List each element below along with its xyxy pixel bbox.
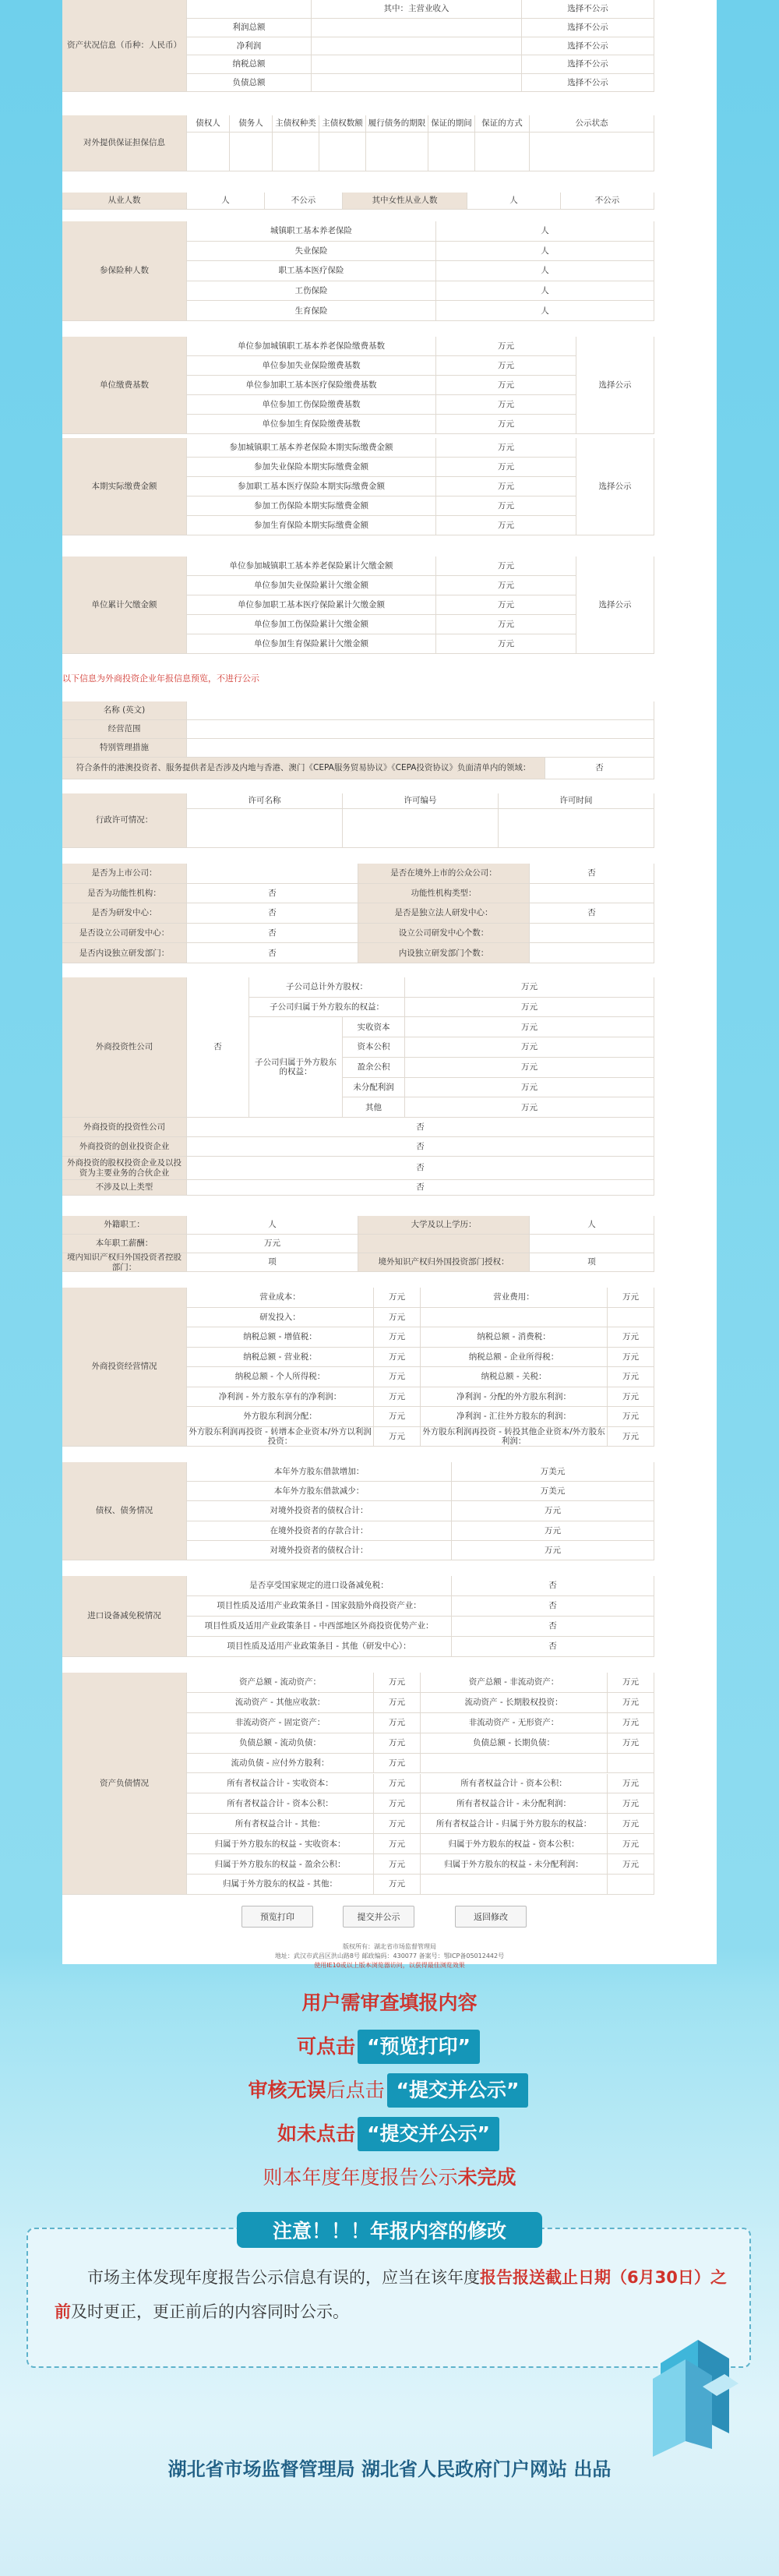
liab-left: 归属于外方股东的权益 - 盈余公积： [187,1854,374,1875]
liab-unit: 万元 [374,1814,421,1834]
ops-unit: 万元 [608,1427,654,1447]
fdi-sub: 其他 [343,1097,405,1118]
preview-print-tag: “预览打印” [358,2030,480,2064]
arrears-table-unit: 万元 [436,615,576,634]
liab-unit: 万元 [374,1793,421,1814]
liab-right [421,1875,608,1895]
debt-unit: 万元 [452,1541,654,1560]
listing-cell: 设立公司研发中心个数： [358,924,530,944]
import-table [62,1576,654,1657]
liab-right [421,1754,608,1774]
import-value: 否 [452,1596,654,1617]
listing-cell: 否 [187,924,358,944]
fdi-group: 子公司归属于外方股东的权益： [249,1017,343,1118]
employ-cell [358,1235,530,1253]
paid-table-row: 参加城镇职工基本养老保险本期实际缴费金额 [187,438,436,458]
ops-left: 研发投入： [187,1308,374,1328]
employ-cell: 项 [187,1253,358,1272]
paid-table-row: 参加工伤保险本期实际缴费金额 [187,496,436,516]
fdi-sub: 未分配利润 [343,1078,405,1098]
ops-left: 营业成本： [187,1288,374,1308]
fdi-unit: 万元 [405,1058,654,1078]
liab-table [62,1673,654,1895]
liab-right: 资产总额 - 非流动资产： [421,1673,608,1693]
note-text: 市场主体发现年度报告公示信息有误的，应当在该年度报告报送截止日期（6月30日）之前及时更正，更正前后的内容同时公示。 [55,2268,727,2321]
asset-value [312,55,522,74]
listing-cell: 否 [187,884,358,904]
ops-right: 净利润 - 分配的外方股东利润： [421,1387,608,1408]
asset-row-label: 纳税总额 [187,55,312,74]
base-table-status: 选择公示 [576,337,654,434]
liab-unit: 万元 [374,1693,421,1713]
ops-unit [608,1308,654,1328]
arrears-table-row: 单位参加失业保险累计欠缴金额 [187,576,436,595]
base-table-unit: 万元 [436,337,576,356]
asset-table [62,0,654,92]
debt-row: 本年外方股东借款增加： [187,1462,452,1482]
asset-status: 选择不公示 [522,19,654,37]
liab-unit: 万元 [608,1814,654,1834]
base-table-row: 单位参加生育保险缴费基数 [187,415,436,434]
guarantee-value [475,133,530,171]
liab-right: 负债总额 - 长期负债： [421,1733,608,1754]
arrears-table-unit: 万元 [436,557,576,576]
base-table-label: 单位缴费基数 [62,337,187,434]
insured-unit: 人 [436,301,654,321]
liab-unit: 万元 [608,1834,654,1854]
fi-basic [62,701,654,779]
license-header: 许可编号 [343,793,499,809]
ops-unit: 万元 [374,1327,421,1348]
debt-row: 对境外投资者的债权合计： [187,1501,452,1521]
liab-unit: 万元 [608,1793,654,1814]
ops-unit: 万元 [374,1407,421,1427]
staff-row [62,193,654,210]
insured-unit: 人 [436,221,654,242]
listing-cell: 否 [187,943,358,963]
arrears-table-row: 单位参加工伤保险累计欠缴金额 [187,615,436,634]
liab-unit: 万元 [608,1673,654,1693]
fdi-sub: 实收资本 [343,1017,405,1037]
liab-left: 流动负债 - 应付外方股利： [187,1754,374,1774]
asset-value [312,37,522,56]
fdi-unit: 万元 [405,1097,654,1118]
liab-right: 所有者权益合计 - 资本公积： [421,1774,608,1794]
submit-tag-2: “提交并公示” [358,2117,499,2151]
staff-cell: 其中女性从业人数 [343,193,467,210]
guarantee-label: 对外提供保证担保信息 [62,115,187,171]
ops-unit: 万元 [374,1387,421,1408]
debt-table [62,1462,654,1560]
preview-notice: 以下信息为外商投资企业年报信息预览，不进行公示 [62,673,259,684]
paid-table-unit: 万元 [436,438,576,458]
paid-table-unit: 万元 [436,516,576,535]
fi-row-value [187,720,654,739]
asset-label: 资产状况信息（币种：人民币） [62,0,187,92]
debt-row: 在境外投资者的存款合计： [187,1521,452,1541]
insured-row: 职工基本医疗保险 [187,261,436,281]
fdi-value: 否 [187,977,249,1118]
ops-right: 外方股东利润再投资 - 转投其他企业资本/外方股东利润： [421,1427,608,1447]
footer-browser-tip: 使用IE10或以上版本浏览器访问，以获得最佳浏览效果 [314,1962,465,1969]
license-value [343,809,499,848]
fdi-unit: 万元 [405,1037,654,1058]
back-edit-button[interactable]: 返回修改 [455,1906,527,1928]
listing-cell: 是否为功能性机构： [62,884,187,904]
footer-address: 地址：武汉市武昌区洪山路8号 邮政编码：430077 备案号：鄂ICP备05012442号 [274,1952,505,1959]
ops-unit: 万元 [608,1327,654,1348]
preview-print-button[interactable]: 预览打印 [241,1906,313,1928]
ops-left: 外方股东利润再投资 - 转增本企业资本/外方以利润投资： [187,1427,374,1447]
fdi-sub: 资本公积 [343,1037,405,1058]
import-row: 项目性质及适用产业政策条目 - 中西部地区外商投资优势产业： [187,1617,452,1637]
liab-unit [608,1754,654,1774]
liab-unit: 万元 [608,1693,654,1713]
ops-unit: 万元 [374,1427,421,1447]
arrears-table-status: 选择公示 [576,557,654,654]
liab-left: 归属于外方股东的权益 - 实收资本： [187,1834,374,1854]
paid-table-status: 选择公示 [576,438,654,535]
tutorial-line-4: 如未点击 “提交并公示” [0,2117,779,2151]
liab-left: 非流动资产 - 固定资产： [187,1713,374,1733]
base-table [62,337,654,434]
fi-row-label: 名称 (英文) [62,701,187,720]
ops-label: 外商投资经营情况 [62,1288,187,1447]
ops-right: 纳税总额 - 关税： [421,1367,608,1387]
fdi-type-value: 否 [187,1157,654,1180]
fdi-label: 外商投资性公司 [62,977,187,1118]
employ-cell: 大学及以上学历： [358,1216,530,1235]
debt-row: 对境外投资者的债权合计： [187,1541,452,1560]
guarantee-value [428,133,475,171]
ops-left: 纳税总额 - 增值税： [187,1327,374,1348]
liab-unit: 万元 [608,1713,654,1733]
debt-unit: 万美元 [452,1462,654,1482]
base-table-row: 单位参加工伤保险缴费基数 [187,395,436,415]
ops-right [421,1308,608,1328]
paid-table-unit: 万元 [436,496,576,516]
tutorial-line-5: 则本年度年度报告公示未完成 [263,2166,516,2189]
import-row: 项目性质及适用产业政策条目 - 国家鼓励外商投资产业： [187,1596,452,1617]
employ-cell: 万元 [187,1235,358,1253]
liab-right: 归属于外方股东的权益 - 未分配利润： [421,1854,608,1875]
guarantee-value [366,133,428,171]
base-table-row: 单位参加城镇职工基本养老保险缴费基数 [187,337,436,356]
fi-row-label: 特别管理措施 [62,739,187,758]
staff-cell: 从业人数 [62,193,187,210]
paid-table-row: 参加职工基本医疗保险本期实际缴费金额 [187,477,436,496]
base-table-unit: 万元 [436,376,576,395]
ops-right: 净利润 - 汇往外方股东的利润： [421,1407,608,1427]
publisher-credit: 湖北省市场监督管理局 湖北省人民政府门户网站 出品 [167,2458,612,2480]
asset-sub: 其中：主营业收入 [312,0,522,19]
import-row: 是否享受国家规定的进口设备减免税： [187,1576,452,1596]
fdi-unit: 万元 [405,998,654,1018]
asset-status: 选择不公示 [522,55,654,74]
listing-cell: 功能性机构类型： [358,884,530,904]
arrears-table-label: 单位累计欠缴金额 [62,557,187,654]
staff-cell: 人 [467,193,561,210]
paid-table-label: 本期实际缴费金额 [62,438,187,535]
guarantee-value [530,133,654,171]
asset-value [312,74,522,93]
footer-copyright: 版权所有：湖北省市场监督管理局 [343,1943,436,1950]
import-row: 项目性质及适用产业政策条目 - 其他（研发中心）： [187,1637,452,1657]
import-value: 否 [452,1576,654,1596]
fdi-type-table [62,1118,654,1196]
arrears-table-row: 单位参加生育保险累计欠缴金额 [187,634,436,654]
ops-unit: 万元 [608,1367,654,1387]
insured-row: 城镇职工基本养老保险 [187,221,436,242]
liab-left: 所有者权益合计 - 其他： [187,1814,374,1834]
ops-unit: 万元 [608,1348,654,1368]
guarantee-value [230,133,273,171]
insured-unit: 人 [436,261,654,281]
insured-label: 参保险种人数 [62,221,187,321]
insured-table [62,221,654,321]
guarantee-header: 保证的方式 [475,115,530,133]
liab-unit: 万元 [374,1875,421,1895]
employ-cell: 人 [187,1216,358,1235]
fi-row-label: 经营范围 [62,720,187,739]
guarantee-value [187,133,230,171]
employ-cell: 境内知识产权归外国投资者控股部门： [62,1253,187,1272]
liab-unit [608,1875,654,1895]
fdi-sub: 盈余公积 [343,1058,405,1078]
liab-right: 流动资产 - 长期股权投资： [421,1693,608,1713]
ops-right: 纳税总额 - 企业所得税： [421,1348,608,1368]
listing-cell [530,943,654,963]
import-value: 否 [452,1617,654,1637]
fi-row-value [187,701,654,720]
liab-left: 所有者权益合计 - 资本公积： [187,1793,374,1814]
insured-row: 生育保险 [187,301,436,321]
license-header: 许可时间 [499,793,654,809]
debt-row: 本年外方股东借款减少： [187,1482,452,1501]
liab-unit: 万元 [374,1713,421,1733]
paid-table-unit: 万元 [436,477,576,496]
fdi-type-label: 外商投资的股权投资企业及以投资为主要业务的合伙企业 [62,1157,187,1180]
paid-table-row: 参加生育保险本期实际缴费金额 [187,516,436,535]
listing-cell: 是否设立公司研发中心： [62,924,187,944]
fdi-unit: 万元 [405,1017,654,1037]
arrears-table-unit: 万元 [436,595,576,615]
debt-unit: 万美元 [452,1482,654,1501]
license-header: 许可名称 [187,793,343,809]
ops-right: 营业费用： [421,1288,608,1308]
guarantee-header: 主债权种类 [273,115,319,133]
ops-unit: 万元 [374,1348,421,1368]
insured-row: 工伤保险 [187,281,436,302]
liab-left: 归属于外方股东的权益 - 其他： [187,1875,374,1895]
debt-label: 债权、债务情况 [62,1462,187,1560]
insured-unit: 人 [436,242,654,262]
listing-table [62,864,654,963]
guarantee-header: 保证的期间 [428,115,475,133]
employ-cell: 外籍职工： [62,1216,187,1235]
employ-cell: 本年职工薪酬： [62,1235,187,1253]
listing-cell: 是否在境外上市的公众公司： [358,864,530,884]
asset-row-label: 负债总额 [187,74,312,93]
debt-unit: 万元 [452,1521,654,1541]
license-value [499,809,654,848]
license-value [187,809,343,848]
ops-right: 纳税总额 - 消费税： [421,1327,608,1348]
tutorial-line-1: 用户需审查填报内容 [301,1991,478,2014]
liab-unit: 万元 [374,1854,421,1875]
ops-unit: 万元 [608,1288,654,1308]
listing-cell: 是否为研发中心： [62,903,187,924]
liab-left: 资产总额 - 流动资产： [187,1673,374,1693]
tutorial-line-3: 审核无误后点击 “提交并公示” [0,2073,779,2108]
import-value: 否 [452,1637,654,1657]
employ-cell [530,1235,654,1253]
liab-unit: 万元 [374,1754,421,1774]
fi-row-value [187,739,654,758]
cepa-value: 否 [545,758,654,779]
liab-right: 非流动资产 - 无形资产： [421,1713,608,1733]
arrears-table-unit: 万元 [436,634,576,654]
employ-cell: 境外知识产权归外国投资部门授权： [358,1253,530,1272]
listing-cell: 否 [530,903,654,924]
asset-cell [187,0,312,19]
staff-cell: 人 [187,193,265,210]
tutorial-line-2: 可点击 “预览打印” [0,2030,779,2064]
liab-unit: 万元 [608,1774,654,1794]
asset-row-label: 净利润 [187,37,312,56]
fdi-type-value: 否 [187,1118,654,1137]
base-table-row: 单位参加职工基本医疗保险缴费基数 [187,376,436,395]
insured-row: 失业保险 [187,242,436,262]
guarantee-header: 履行债务的期限 [366,115,428,133]
submit-publish-button[interactable]: 提交并公示 [343,1906,414,1928]
arrears-table-row: 单位参加城镇职工基本养老保险累计欠缴金额 [187,557,436,576]
debt-unit: 万元 [452,1501,654,1521]
guarantee-header: 主债权数额 [319,115,366,133]
paid-table-row: 参加失业保险本期实际缴费金额 [187,458,436,477]
liab-unit: 万元 [374,1733,421,1754]
liab-right: 归属于外方股东的权益 - 资本公积： [421,1834,608,1854]
ops-left: 净利润 - 外方股东享有的净利润： [187,1387,374,1408]
insured-unit: 人 [436,281,654,302]
fdi-type-value: 否 [187,1137,654,1157]
cepa-label: 符合条件的港澳投资者、服务提供者是否涉及内地与香港、澳门《CEPA服务贸易协议》《CEPA投资协议》负面清单内的领域： [62,758,545,779]
base-table-unit: 万元 [436,395,576,415]
listing-cell: 是否内设独立研发部门： [62,943,187,963]
liab-unit: 万元 [374,1834,421,1854]
listing-cell [187,864,358,884]
listing-cell: 是否为上市公司： [62,864,187,884]
submit-tag-1: “提交并公示” [387,2073,529,2108]
guarantee-header: 债权人 [187,115,230,133]
liab-left: 所有者权益合计 - 实收资本： [187,1774,374,1794]
arrears-table [62,557,654,654]
liab-right: 所有者权益合计 - 未分配利润： [421,1793,608,1814]
liab-unit: 万元 [374,1673,421,1693]
ops-unit: 万元 [374,1367,421,1387]
liab-right: 所有者权益合计 - 归属于外方股东的权益： [421,1814,608,1834]
ops-unit: 万元 [374,1308,421,1328]
fdi-type-label: 不涉及以上类型 [62,1180,187,1196]
liab-unit: 万元 [608,1854,654,1875]
base-table-row: 单位参加失业保险缴费基数 [187,356,436,376]
note-title: 注意！！！年报内容的修改 [237,2212,542,2248]
listing-cell [530,924,654,944]
books-illustration [637,2332,746,2457]
employ-cell: 人 [530,1216,654,1235]
liab-left: 负债总额 - 流动负债： [187,1733,374,1754]
fdi-type-value: 否 [187,1180,654,1196]
employ-table [62,1216,654,1272]
fdi-table [62,977,654,1118]
ops-unit: 万元 [608,1387,654,1408]
asset-status: 选择不公示 [522,0,654,19]
listing-cell: 内设独立研发部门个数： [358,943,530,963]
ops-left: 纳税总额 - 个人所得税： [187,1367,374,1387]
fdi-row: 子公司归属于外方股东的权益： [249,998,405,1018]
staff-cell: 不公示 [265,193,343,210]
fdi-type-label: 外商投资的创业投资企业 [62,1137,187,1157]
license-label: 行政许可情况： [62,793,187,848]
guarantee-header: 债务人 [230,115,273,133]
liab-left: 流动资产 - 其他应收款： [187,1693,374,1713]
guarantee-value [319,133,366,171]
arrears-table-unit: 万元 [436,576,576,595]
paid-table [62,438,654,535]
fdi-unit: 万元 [405,1078,654,1098]
liab-label: 资产负债情况 [62,1673,187,1895]
ops-unit: 万元 [608,1407,654,1427]
liab-unit: 万元 [374,1774,421,1794]
liab-unit: 万元 [608,1733,654,1754]
listing-cell [530,884,654,904]
ops-left: 纳税总额 - 营业税： [187,1348,374,1368]
fdi-type-label: 外商投资的投资性公司 [62,1118,187,1137]
guarantee-header: 公示状态 [530,115,654,133]
base-table-unit: 万元 [436,356,576,376]
license-table [62,793,654,848]
asset-row-label: 利润总额 [187,19,312,37]
asset-status: 选择不公示 [522,37,654,56]
employ-cell: 项 [530,1253,654,1272]
ops-unit: 万元 [374,1288,421,1308]
base-table-unit: 万元 [436,415,576,434]
arrears-table-row: 单位参加职工基本医疗保险累计欠缴金额 [187,595,436,615]
ops-left: 外方股东利润分配： [187,1407,374,1427]
fdi-unit: 万元 [405,977,654,998]
asset-status: 选择不公示 [522,74,654,93]
guarantee-value [273,133,319,171]
asset-value [312,19,522,37]
listing-cell: 否 [530,864,654,884]
listing-cell: 是否是独立法人研发中心： [358,903,530,924]
listing-cell: 否 [187,903,358,924]
staff-cell: 不公示 [561,193,654,210]
guarantee-table [62,115,654,171]
fdi-row: 子公司总计外方股权： [249,977,405,998]
import-label: 进口设备减免税情况 [62,1576,187,1657]
paid-table-unit: 万元 [436,458,576,477]
ops-table [62,1288,654,1447]
